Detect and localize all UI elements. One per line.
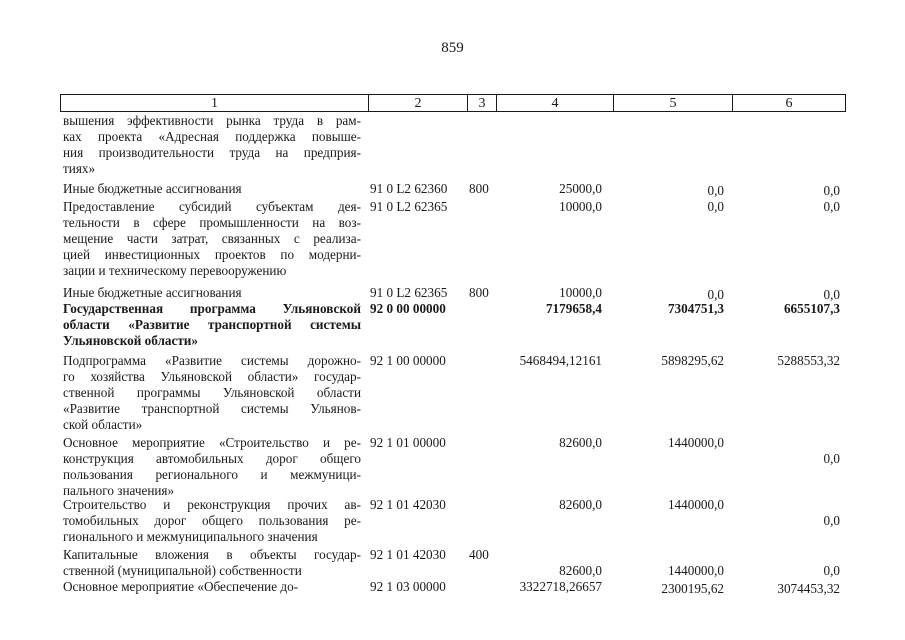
table-row xyxy=(0,285,905,301)
row-name xyxy=(63,353,361,433)
row-code: 92 0 00 00000 xyxy=(370,301,446,316)
row-value-col4: 7179658,4 xyxy=(545,301,602,316)
row-name xyxy=(63,181,361,197)
row-name-line: «Развитие транспортной системы Ульянов- xyxy=(63,401,361,416)
row-value-col5: 0,0 xyxy=(707,287,724,302)
row-value-col5: 7304751,3 xyxy=(667,301,724,316)
row-name-line: Капитальные вложения в объекты государ- xyxy=(63,547,361,562)
row-name-line: тельности в сфере промышленности на воз- xyxy=(63,215,361,230)
row-value-col6: 0,0 xyxy=(823,451,840,466)
row-name-line: Государственная программа Ульяновской xyxy=(63,301,361,316)
row-value-col6: 0,0 xyxy=(823,287,840,302)
row-value-col5: 1440000,0 xyxy=(667,435,724,450)
row-name xyxy=(63,579,361,595)
row-value-col4: 5468494,12161 xyxy=(519,353,602,368)
row-name-line: Подпрограмма «Развитие системы дорожно- xyxy=(63,353,361,368)
row-code: 92 1 01 00000 xyxy=(370,435,446,450)
row-code: 91 0 L2 62365 xyxy=(370,199,448,214)
table-row xyxy=(0,435,905,499)
row-code: 91 0 L2 62360 xyxy=(370,181,448,196)
row-expense-type: 800 xyxy=(469,181,489,196)
row-expense-type: 400 xyxy=(469,547,489,562)
row-name-line: зации и техническому перевооружению xyxy=(63,263,287,278)
row-name-line: Иные бюджетные ассигнования xyxy=(63,285,242,300)
row-value-col6: 6655107,3 xyxy=(783,301,840,316)
header-col-5: 5 xyxy=(614,95,733,112)
row-name-line: тиях» xyxy=(63,161,96,176)
row-value-col6: 0,0 xyxy=(823,513,840,528)
row-name xyxy=(63,301,361,349)
row-name xyxy=(63,497,361,545)
row-name-line: вышения эффективности рынка труда в рам- xyxy=(63,113,361,128)
row-value-col4: 82600,0 xyxy=(559,563,602,578)
row-name-line: ской области» xyxy=(63,417,143,432)
row-name-line: Основное мероприятие «Строительство и ре- xyxy=(63,435,361,450)
row-name xyxy=(63,547,361,579)
column-number-header xyxy=(60,94,846,112)
row-value-col4: 10000,0 xyxy=(559,285,602,300)
row-name-line: го хозяйства Ульяновской области» государ- xyxy=(63,369,361,384)
row-value-col6: 0,0 xyxy=(823,183,840,198)
row-name-line: ния производительности труда на предприя- xyxy=(63,145,361,160)
table-row xyxy=(0,181,905,197)
row-name-line: цией инвестиционных проектов по модерни- xyxy=(63,247,361,262)
table-row xyxy=(0,547,905,579)
row-code: 91 0 L2 62365 xyxy=(370,285,448,300)
row-value-col5: 1440000,0 xyxy=(667,563,724,578)
row-value-col5: 0,0 xyxy=(707,183,724,198)
row-name xyxy=(63,113,361,177)
row-name-line: мещение части затрат, связанных с реализа- xyxy=(63,231,361,246)
row-value-col5: 1440000,0 xyxy=(667,497,724,512)
row-value-col4: 10000,0 xyxy=(559,199,602,214)
row-value-col4: 82600,0 xyxy=(559,497,602,512)
table-row xyxy=(0,579,905,595)
row-value-col6: 3074453,32 xyxy=(777,581,840,596)
row-name-line: Ульяновской области» xyxy=(63,333,198,348)
row-name-line: Предоставление субсидий субъектам дея- xyxy=(63,199,361,214)
row-code: 92 1 01 42030 xyxy=(370,547,446,562)
row-name-line: ках проекта «Адресная поддержка повыше- xyxy=(63,129,361,144)
table-row xyxy=(0,113,905,177)
row-name-line: пользования регионального и межмуници- xyxy=(63,467,361,482)
page-number: 859 xyxy=(441,40,464,56)
row-value-col5: 5898295,62 xyxy=(661,353,724,368)
header-col-3: 3 xyxy=(468,95,497,112)
row-name xyxy=(63,435,361,499)
row-name-line: Строительство и реконструкция прочих ав- xyxy=(63,497,361,512)
row-code: 92 1 01 42030 xyxy=(370,497,446,512)
row-name xyxy=(63,199,361,279)
row-name-line: ственной (муниципальной) собственности xyxy=(63,563,302,578)
row-value-col4: 82600,0 xyxy=(559,435,602,450)
table-row xyxy=(0,301,905,349)
row-value-col4: 25000,0 xyxy=(559,181,602,196)
row-value-col5: 0,0 xyxy=(707,199,724,214)
table-row xyxy=(0,353,905,433)
row-name-line: ственной программы Ульяновской области xyxy=(63,385,361,400)
table-row xyxy=(0,199,905,279)
header-col-1: 1 xyxy=(61,95,369,112)
row-code: 92 1 00 00000 xyxy=(370,353,446,368)
table-row xyxy=(0,497,905,545)
row-name-line: Иные бюджетные ассигнования xyxy=(63,181,242,196)
header-col-6: 6 xyxy=(785,96,793,111)
row-name-line: пального значения» xyxy=(63,483,175,498)
row-name-line: конструкция автомобильных дорог общего xyxy=(63,451,361,466)
row-name-line: томобильных дорог общего пользования ре- xyxy=(63,513,361,528)
header-col-4: 4 xyxy=(497,95,614,112)
row-code: 92 1 03 00000 xyxy=(370,579,446,594)
row-value-col6: 0,0 xyxy=(823,563,840,578)
header-col-2: 2 xyxy=(369,95,468,112)
row-name-line: гионального и межмуниципального значения xyxy=(63,529,318,544)
row-expense-type: 800 xyxy=(469,285,489,300)
row-value-col5: 2300195,62 xyxy=(661,581,724,596)
row-name-line: Основное мероприятие «Обеспечение до- xyxy=(63,579,299,594)
row-value-col6: 0,0 xyxy=(823,199,840,214)
row-value-col4: 3322718,26657 xyxy=(519,579,602,594)
row-name-line: области «Развитие транспортной системы xyxy=(63,317,361,332)
row-value-col6: 5288553,32 xyxy=(777,353,840,368)
row-name xyxy=(63,285,361,301)
